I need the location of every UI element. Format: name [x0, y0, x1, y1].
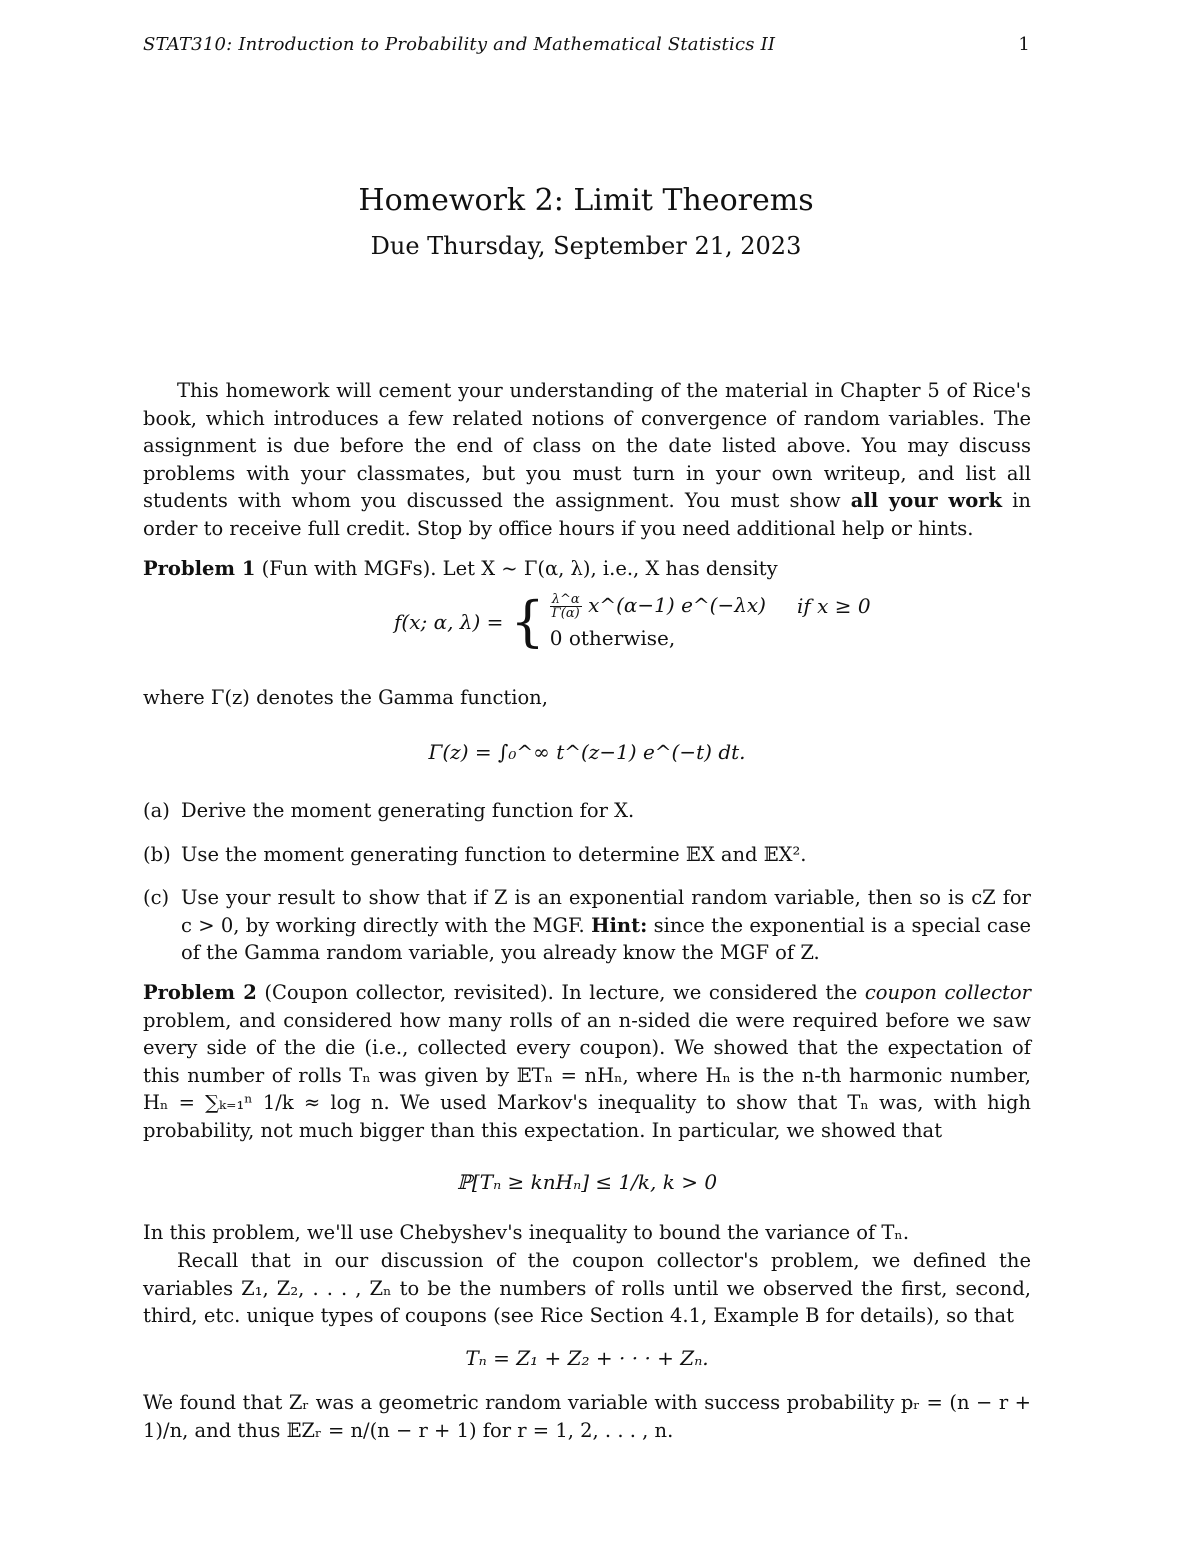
problem1-topic: (Fun with MGFs). — [261, 557, 437, 580]
left-brace: { — [510, 590, 545, 653]
problem1-heading — [143, 555, 1031, 583]
gamma-intro: where Γ(z) denotes the Gamma function, — [143, 686, 548, 709]
homework-title: Homework 2: Limit Theorems — [358, 183, 814, 218]
problem2-paragraph2: In this problem, we'll use Chebyshev's inequality to bound the variance of Tₙ. — [143, 1221, 910, 1244]
item-text — [181, 884, 1031, 967]
markov-bound: ℙ[Tₙ ≥ knHₙ] ≤ 1/k, k > 0 — [456, 1170, 718, 1194]
sum-equation: Tₙ = Z₁ + Z₂ + · · · + Zₙ. — [465, 1346, 709, 1370]
problem1-item-a — [143, 797, 1031, 825]
item-label: (a) — [143, 799, 170, 822]
page-number: 1 — [1018, 34, 1030, 55]
problem2-paragraph1 — [143, 979, 1031, 1144]
problem2-topic: (Coupon collector, revisited). — [264, 981, 554, 1004]
gamma-definition: Γ(z) = ∫₀^∞ t^(z−1) e^(−t) dt. — [428, 740, 746, 764]
density-fraction — [550, 593, 582, 620]
item-text: Use the moment generating function to determine 𝔼X and 𝔼X². — [181, 843, 807, 866]
intro-bold: all your work — [850, 489, 1003, 512]
intro-text-2: in order to receive full credit. Stop by office hours if you need additional help or hints. — [143, 489, 1031, 540]
fraction-denominator: Γ(α) — [551, 605, 580, 621]
course-title: STAT310: Introduction to Probability and Mathematical Statistics II — [143, 34, 776, 55]
problem2-text-2: problem, and considered how many rolls of an n-sided die were required before we saw every side of the die (i.e., collected every coupon). We showed that the expectation of this number of rolls Tₙ was given by 𝔼Tₙ = nHₙ, where Hₙ is the n-th harmonic number, Hₙ = ∑ₖ₌₁ⁿ 1/k ≈ log n. We used Markov's inequality to show that Tₙ was, with high probability, not much bigger than this expectation. In particular, we showed that — [143, 1008, 1031, 1142]
intro-text-1: This homework will cement your understanding of the material in Chapter 5 of Rice's book, which introduces a few related notions of convergence of random variables. The assignment is due before the end of class on the date listed above. You may discuss problems with your classmates, but you must turn in your own writeup, and list all students with whom you discussed the assignment. You must show — [143, 379, 1031, 512]
running-header — [143, 34, 1030, 55]
item-c-text-2: since the exponential is a special case of the Gamma random variable, you already know the MGF of Z. — [181, 913, 1031, 964]
problem1-item-b — [143, 841, 1031, 869]
problem2-italic: coupon collector — [864, 981, 1031, 1004]
problem1-label: Problem 1 — [143, 557, 256, 580]
density-case1-condition: if x ≥ 0 — [796, 594, 871, 618]
density-equation — [393, 590, 872, 654]
due-date: Due Thursday, September 21, 2023 — [370, 232, 802, 260]
hint-label: Hint: — [591, 913, 648, 937]
item-text: Derive the moment generating function for X. — [181, 799, 635, 822]
density-lhs: f(x; α, λ) = — [394, 610, 504, 634]
fraction-numerator: λ^α — [550, 593, 582, 607]
intro-paragraph — [143, 377, 1031, 542]
item-label: (c) — [143, 886, 170, 909]
density-case2: 0 otherwise, — [549, 626, 676, 650]
problem2-paragraph4: We found that Zᵣ was a geometric random variable with success probability pᵣ = (n − r + 1)/n, and thus 𝔼Zᵣ = n/(n − r + 1) for r = 1, 2, . . . , n. — [143, 1391, 1031, 1442]
item-label: (b) — [143, 843, 171, 866]
problem2-label: Problem 2 — [143, 981, 257, 1004]
problem1-item-c — [143, 884, 1031, 967]
problem2-paragraph3: Recall that in our discussion of the coupon collector's problem, we defined the variables Z₁, Z₂, . . . , Zₙ to be the numbers of rolls until we observed the first, second, third, etc. unique types of coupons (see Rice Section 4.1, Example B for details), so that — [143, 1249, 1031, 1327]
item-c-text-1: Use your result to show that if Z is an exponential random variable, then so is cZ for c > 0, by working directly with the MGF. — [181, 886, 1031, 937]
problem2-text-1: In lecture, we considered the — [561, 981, 865, 1004]
problem1-lead: Let X ~ Γ(α, λ), i.e., X has density — [442, 557, 778, 580]
density-case1-expression: x^(α−1) e^(−λx) — [588, 592, 766, 617]
